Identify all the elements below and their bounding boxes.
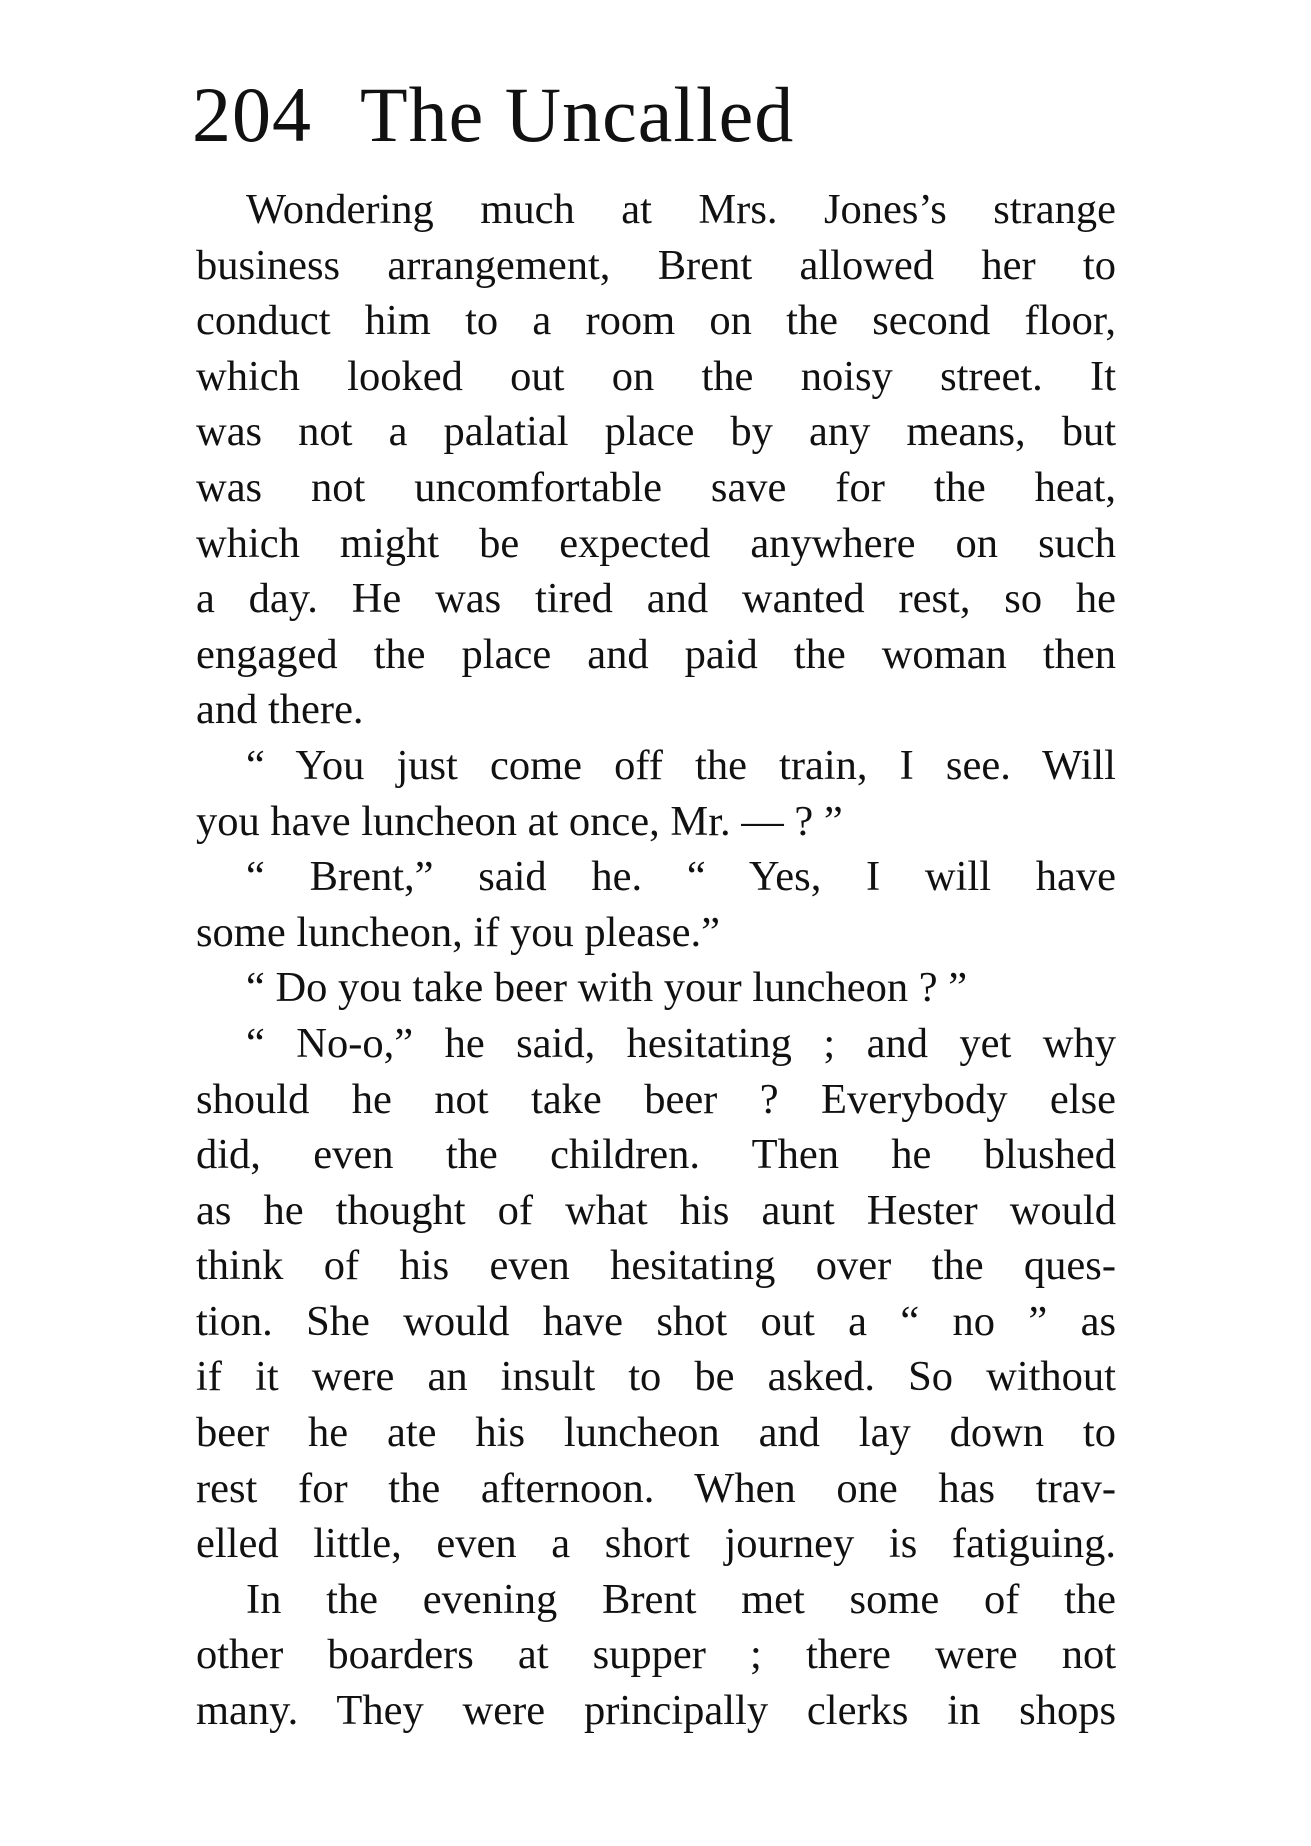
text-line: which might be expected anywhere on such <box>196 519 1116 567</box>
text-line: conduct him to a room on the second floor, <box>196 297 1116 345</box>
text-line: engaged the place and paid the woman then <box>196 630 1116 678</box>
page-number: 204 <box>192 71 312 158</box>
text-line: rest for the afternoon. When one has trav- <box>196 1464 1116 1512</box>
text-line: beer he ate his luncheon and lay down to <box>196 1409 1116 1457</box>
text-line: In the evening Brent met some of the <box>246 1575 1116 1623</box>
text-line: Wondering much at Mrs. Jones’s strange <box>246 186 1116 233</box>
text-line: should he not take beer ? Everybody else <box>196 1075 1116 1123</box>
running-title: The Uncalled <box>360 71 795 158</box>
text-line: and there. <box>196 686 364 734</box>
text-line: did, even the children. Then he blushed <box>196 1131 1116 1179</box>
text-line: was not a palatial place by any means, but <box>196 408 1116 456</box>
text-line: was not uncomfortable save for the heat, <box>196 463 1116 511</box>
body-text <box>196 182 1116 1739</box>
text-line: “ Do you take beer with your luncheon ? ” <box>246 964 968 1012</box>
text-line: “ Brent,” said he. “ Yes, I will have <box>246 853 1116 901</box>
text-line: if it were an insult to be asked. So without <box>196 1353 1116 1401</box>
text-line: as he thought of what his aunt Hester would <box>196 1186 1116 1234</box>
text-line: business arrangement, Brent allowed her to <box>196 241 1116 289</box>
page-header <box>192 60 794 170</box>
text-line: other boarders at supper ; there were not <box>196 1631 1116 1679</box>
text-line: you have luncheon at once, Mr. — ? ” <box>196 797 843 845</box>
text-line: “ You just come off the train, I see. Will <box>246 741 1116 789</box>
text-line: a day. He was tired and wanted rest, so he <box>196 575 1116 623</box>
text-line: think of his even hesitating over the ques- <box>196 1242 1116 1290</box>
text-line: some luncheon, if you please.” <box>196 908 721 956</box>
text-line: “ No-o,” he said, hesitating ; and yet why <box>246 1019 1116 1067</box>
text-line: which looked out on the noisy street. It <box>196 352 1116 400</box>
text-line: many. They were principally clerks in shops <box>196 1687 1116 1735</box>
text-line: elled little, even a short journey is fatiguing. <box>196 1520 1116 1568</box>
text-line: tion. She would have shot out a “ no ” as <box>196 1297 1116 1345</box>
